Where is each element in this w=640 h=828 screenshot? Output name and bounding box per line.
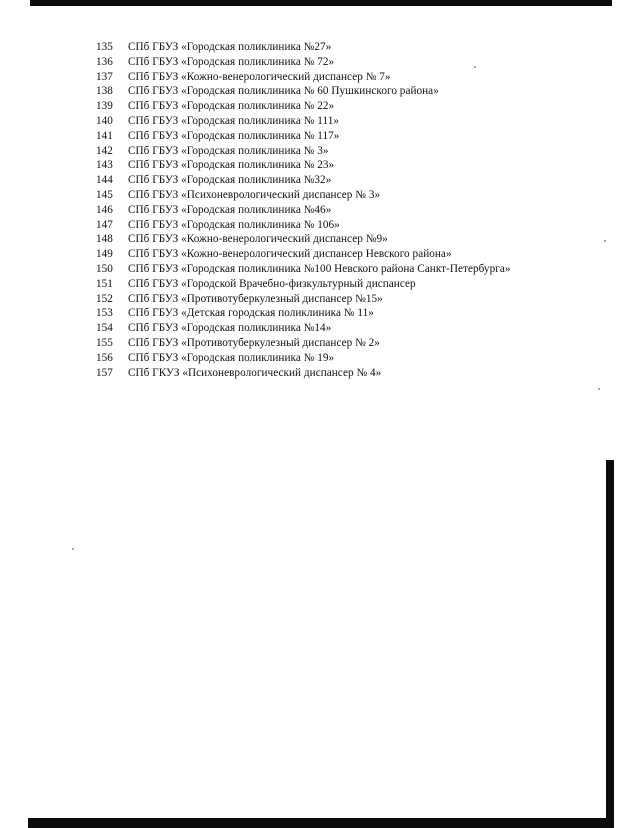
list-item-name: СПб ГБУЗ «Городская поликлиника № 106» [128, 218, 340, 231]
list-item [96, 351, 511, 366]
list-item-name: СПб ГБУЗ «Кожно-венерологический диспансер №9» [128, 233, 388, 246]
list-item [96, 188, 511, 203]
list-item-name: СПб ГБУЗ «Городская поликлиника №27» [128, 41, 332, 53]
list-item-name: СПб ГБУЗ «Городская поликлиника №32» [128, 174, 332, 187]
list-item [96, 262, 511, 277]
list-item-number: 138 [96, 85, 113, 98]
list-item-name: СПб ГБУЗ «Противотуберкулезный диспансер № 2» [128, 336, 380, 349]
list-item-number: 147 [96, 218, 113, 231]
list-item-name: СПб ГБУЗ «Городская поликлиника № 19» [128, 351, 335, 364]
list-item [96, 218, 511, 233]
list-item [96, 173, 511, 188]
list-item [96, 203, 511, 218]
list-item-name: СПб ГБУЗ «Городская поликлиника № 72» [128, 55, 335, 68]
list-item [96, 232, 511, 247]
list-item-name: СПб ГБУЗ «Кожно-венерологический диспансер Невского района» [128, 248, 452, 261]
list-item-name: СПб ГБУЗ «Городская поликлиника № 23» [128, 159, 335, 172]
list-item-name: СПб ГКУЗ «Психоневрологический диспансер № 4» [128, 366, 382, 379]
list-item [96, 70, 511, 85]
list-item-number: 146 [96, 203, 113, 216]
list-item-number: 153 [96, 307, 113, 320]
list-item [96, 144, 511, 159]
list-item [96, 321, 511, 336]
list-item [96, 158, 511, 173]
list-item-name: СПб ГБУЗ «Противотуберкулезный диспансер №15» [128, 292, 383, 305]
list-item-name: СПб ГБУЗ «Городская поликлиника №46» [128, 203, 332, 216]
list-item-number: 155 [96, 336, 113, 349]
scan-edge-top [30, 0, 612, 6]
scan-speck [604, 240, 606, 242]
list-item-number: 157 [96, 366, 113, 379]
list-item [96, 55, 511, 70]
list-item [96, 40, 511, 55]
list-item-number: 150 [96, 262, 113, 275]
list-item-name: СПб ГБУЗ «Кожно-венерологический диспансер № 7» [128, 70, 391, 83]
list-item-number: 135 [96, 41, 113, 53]
list-item-number: 154 [96, 322, 113, 335]
list-item-name: СПб ГБУЗ «Городская поликлиника № 3» [128, 144, 329, 157]
list-item-name: СПб ГБУЗ «Городская поликлиника № 22» [128, 100, 335, 113]
scan-speck [598, 388, 600, 390]
list-item [96, 129, 511, 144]
list-item [96, 306, 511, 321]
list-item [96, 336, 511, 351]
list-item [96, 84, 511, 99]
list-item-number: 137 [96, 70, 113, 83]
list-item-number: 148 [96, 233, 113, 246]
list-item-number: 139 [96, 100, 113, 113]
scan-edge-bottom [28, 818, 614, 828]
list-item-name: СПб ГБУЗ «Городская поликлиника № 117» [128, 129, 340, 142]
list-item-number: 144 [96, 174, 113, 187]
list-item-name: СПб ГБУЗ «Городской Врачебно-физкультурный диспансер [128, 277, 416, 290]
list-item [96, 277, 511, 292]
list-item-number: 149 [96, 248, 113, 261]
list-item-number: 156 [96, 351, 113, 364]
list-item-number: 142 [96, 144, 113, 157]
list-item [96, 99, 511, 114]
scan-edge-right [606, 460, 614, 828]
list-item-number: 140 [96, 114, 113, 127]
list-item-number: 145 [96, 188, 113, 201]
list-item [96, 247, 511, 262]
list-item-number: 151 [96, 277, 113, 290]
list-item-name: СПб ГБУЗ «Детская городская поликлиника № 11» [128, 307, 374, 320]
list-item-name: СПб ГБУЗ «Городская поликлиника №14» [128, 322, 332, 335]
list-item [96, 114, 511, 129]
list-item [96, 292, 511, 307]
list-item-name: СПб ГБУЗ «Городская поликлиника № 60 Пушкинского района» [128, 85, 439, 98]
list-item-number: 141 [96, 129, 113, 142]
scan-speck [72, 548, 74, 550]
list-item-number: 152 [96, 292, 113, 305]
list-item-name: СПб ГБУЗ «Психоневрологический диспансер № 3» [128, 188, 381, 201]
list-item-number: 136 [96, 55, 113, 68]
institution-list [96, 40, 511, 380]
list-item [96, 366, 511, 381]
list-item-number: 143 [96, 159, 113, 172]
list-item-name: СПб ГБУЗ «Городская поликлиника №100 Невского района Санкт-Петербурга» [128, 262, 511, 275]
list-item-name: СПб ГБУЗ «Городская поликлиника № 111» [128, 114, 339, 127]
